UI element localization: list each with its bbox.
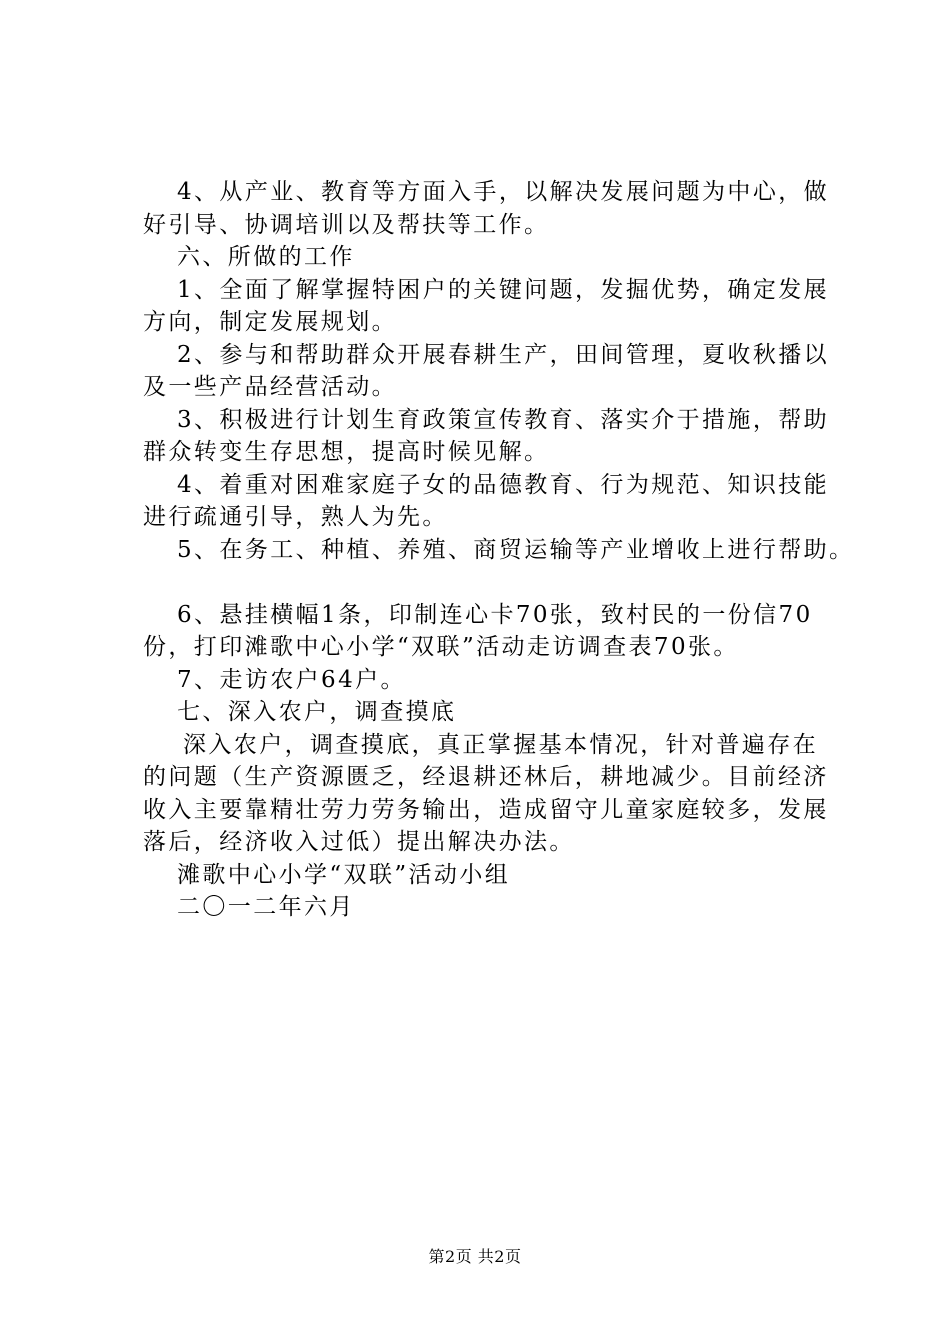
paragraph-line: 7、走访农户64户。 [177, 666, 406, 693]
paragraph-line: 方向，制定发展规划。 [143, 309, 397, 335]
paragraph-line: 深入农户，调查摸底，真正掌握基本情况，针对普遍存在 [183, 731, 818, 758]
paragraph-line: 份，打印滩歌中心小学“双联”活动走访调查表70张。 [143, 634, 739, 660]
paragraph-line: 2、参与和帮助群众开展春耕生产，田间管理，夏收秋播以 [177, 341, 830, 368]
paragraph-line: 进行疏通引导，熟人为先。 [143, 504, 448, 530]
paragraph-line: 好引导、协调培训以及帮扶等工作。 [143, 211, 550, 238]
section-heading: 六、所做的工作 [177, 244, 355, 270]
paragraph-line: 4、着重对困难家庭子女的品德教育、行为规范、知识技能 [177, 471, 830, 498]
page-number-footer: 第2页 共2页 [428, 1247, 522, 1266]
signature-date: 二〇一二年六月 [177, 894, 355, 920]
paragraph-line: 及一些产品经营活动。 [143, 374, 397, 400]
paragraph-line: 群众转变生存思想，提高时候见解。 [143, 439, 550, 465]
paragraph-line: 5、在务工、种植、养殖、商贸运输等产业增收上进行帮助。 [177, 536, 855, 563]
document-body [143, 176, 863, 924]
section-heading: 七、深入农户，调查摸底 [177, 699, 457, 725]
paragraph-line: 收入主要靠精壮劳力劳务输出，造成留守儿童家庭较多，发展 [143, 796, 829, 823]
paragraph-line: 的问题（生产资源匮乏，经退耕还林后，耕地减少。目前经济 [143, 764, 829, 790]
paragraph-line: 6、悬挂横幅1条，印制连心卡70张，致村民的一份信70 [177, 601, 813, 628]
blank-line [143, 566, 863, 599]
paragraph-line: 4、从产业、教育等方面入手，以解决发展问题为中心，做 [177, 179, 830, 205]
paragraph-line: 1、全面了解掌握特困户的关键问题，发掘优势，确定发展 [177, 276, 830, 303]
signature-organization: 滩歌中心小学“双联”活动小组 [177, 861, 511, 888]
paragraph-line: 落后，经济收入过低）提出解决办法。 [143, 829, 575, 855]
paragraph-line: 3、积极进行计划生育政策宣传教育、落实介于措施，帮助 [177, 406, 830, 433]
